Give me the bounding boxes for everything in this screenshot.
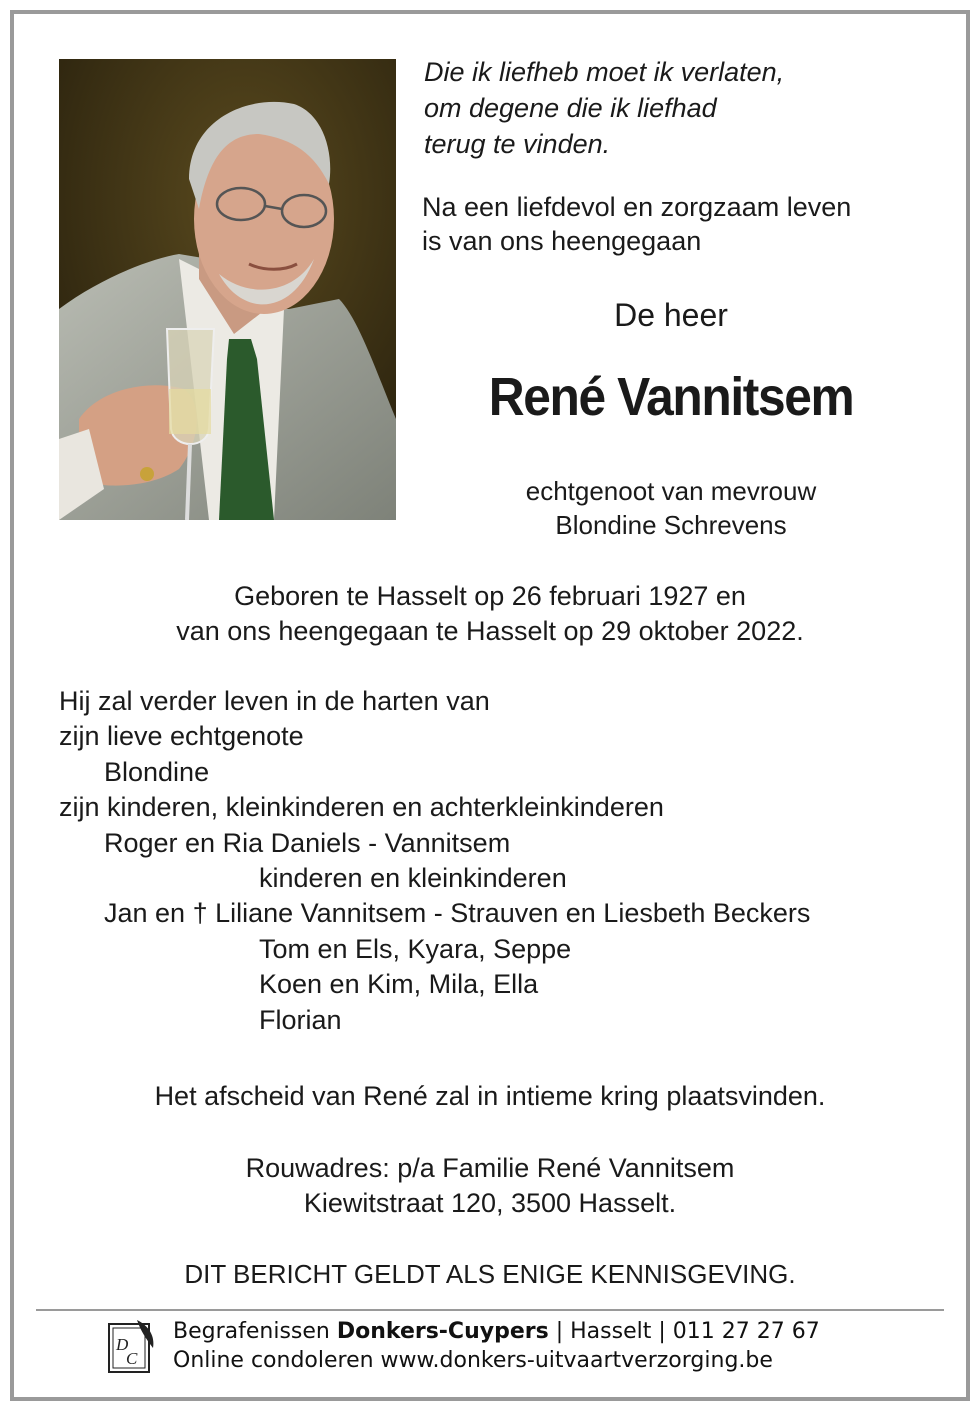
intro-line: is van ons heengegaan [422, 226, 702, 256]
footer-line-2[interactable]: Online condoleren www.donkers-uitvaartverzorging.be [173, 1348, 773, 1373]
footer-separator: | [555, 1319, 564, 1344]
intro-line: Na een liefdevol en zorgzaam leven [422, 192, 852, 222]
deceased-name: René Vannitsem [488, 367, 854, 427]
footer-phone: 011 27 27 67 [672, 1319, 820, 1344]
grandchild-entry: Koen en Kim, Mila, Ella [259, 969, 539, 1000]
child-desc: kinderen en kleinkinderen [259, 863, 567, 894]
footer-divider [36, 1309, 944, 1311]
footer-line-1 [173, 1317, 820, 1346]
spouse-label: zijn lieve echtgenote [59, 721, 304, 752]
poem [424, 54, 784, 162]
company-name: Donkers-Cuypers [336, 1319, 549, 1344]
poem-line: Die ik liefheb moet ik verlaten, [424, 57, 785, 87]
address-line: Kiewitstraat 120, 3500 Hasselt. [303, 1188, 677, 1218]
family-list [59, 684, 810, 1038]
mourning-address [0, 1151, 980, 1221]
spouse-line: echtgenoot van mevrouw [525, 476, 817, 506]
farewell-text: Het afscheid van René zal in intieme kring plaatsvinden. [154, 1081, 826, 1111]
child-entry: Jan en † Liliane Vannitsem - Strauven en Liesbeth Beckers [104, 898, 811, 929]
spouse-info [420, 474, 922, 542]
poem-line: terug te vinden. [424, 129, 611, 159]
notice-text: DIT BERICHT GELDT ALS ENIGE KENNISGEVING. [184, 1259, 796, 1289]
funeral-home-logo [107, 1318, 157, 1376]
grandchild-entry: Florian [259, 1004, 342, 1035]
svg-text:D: D [116, 1335, 129, 1354]
footer-prefix: Begrafenissen [173, 1319, 330, 1344]
poem-line: om degene die ik liefhad [424, 93, 717, 123]
honorific: De heer [614, 297, 728, 333]
birth-line: Geboren te Hasselt op 26 februari 1927 en [234, 581, 746, 611]
address-line: Rouwadres: p/a Familie René Vannitsem [245, 1153, 735, 1183]
intro-text [422, 190, 851, 258]
spouse-first-name: Blondine [104, 756, 210, 787]
footer-city: Hasselt [570, 1319, 652, 1344]
footer-separator: | [658, 1319, 666, 1344]
children-label: zijn kinderen, kleinkinderen en achterkleinkinderen [59, 792, 664, 823]
spouse-name: Blondine Schrevens [555, 510, 787, 540]
footer [173, 1317, 820, 1375]
life-dates [0, 579, 980, 649]
portrait-photo [59, 59, 396, 520]
svg-text:C: C [126, 1349, 138, 1368]
grandchild-entry: Tom en Els, Kyara, Seppe [259, 933, 572, 964]
child-entry: Roger en Ria Daniels - Vannitsem [104, 827, 511, 858]
family-intro: Hij zal verder leven in de harten van [59, 686, 490, 716]
death-line: van ons heengegaan te Hasselt op 29 oktober 2022. [176, 616, 804, 646]
